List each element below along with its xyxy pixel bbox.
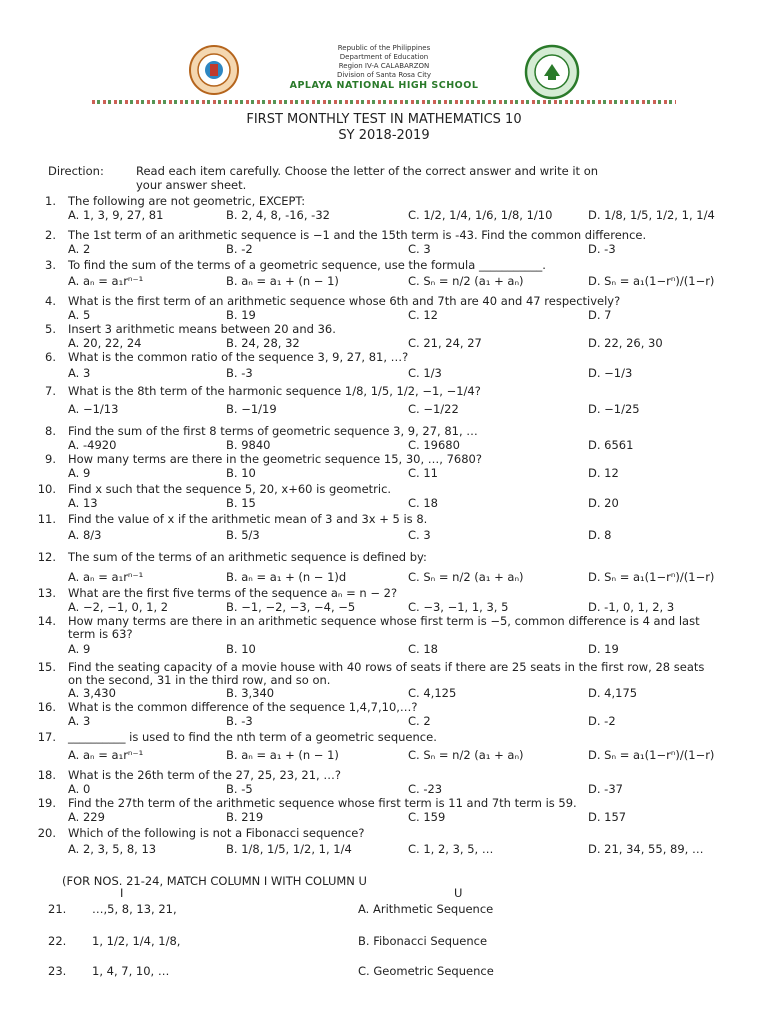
question-text: What is the first term of an arithmetic sequence whose 6th and 7th are 40 and 47 respectively? bbox=[68, 294, 621, 308]
choice-a: A. 5 bbox=[68, 308, 91, 322]
choice-d: D. -3 bbox=[588, 242, 616, 256]
choice-d: D. 22, 26, 30 bbox=[588, 336, 663, 350]
choice-a: A. -4920 bbox=[68, 438, 117, 452]
question-text: Insert 3 arithmetic means between 20 and 36. bbox=[68, 322, 336, 336]
choice-b: B. aₙ = a₁ + (n − 1) bbox=[226, 748, 339, 762]
choice-d: D. -2 bbox=[588, 714, 616, 728]
choice-d: D. −1/3 bbox=[588, 366, 633, 380]
choice-b: B. aₙ = a₁ + (n − 1) bbox=[226, 274, 339, 288]
question-text: Find the seating capacity of a movie house with 40 rows of seats if there are 25 seats in the first row, 28 seats bbox=[68, 660, 705, 674]
match-left-item: 1, 4, 7, 10, … bbox=[92, 964, 170, 978]
choice-b: B. 15 bbox=[226, 496, 256, 510]
question-text: Find the 27th term of the arithmetic sequence whose first term is 11 and 7th term is 59. bbox=[68, 796, 577, 810]
question-text: What is the common ratio of the sequence 3, 9, 27, 81, …? bbox=[68, 350, 409, 364]
choice-c: C. 11 bbox=[408, 466, 438, 480]
choice-b: B. 5/3 bbox=[226, 528, 260, 542]
question-number: 3. bbox=[45, 258, 56, 272]
choice-b: B. -3 bbox=[226, 366, 253, 380]
choice-c: C. 4,125 bbox=[408, 686, 457, 700]
question-text-continued: on the second, 31 in the third row, and so on. bbox=[68, 673, 331, 687]
choice-d: D. 12 bbox=[588, 466, 619, 480]
question-number: 1. bbox=[45, 194, 56, 208]
choice-a: A. 229 bbox=[68, 810, 105, 824]
choice-b: B. -3 bbox=[226, 714, 253, 728]
choice-c: C. 18 bbox=[408, 642, 438, 656]
choice-d: D. -1, 0, 1, 2, 3 bbox=[588, 600, 675, 614]
question-number: 19. bbox=[37, 796, 56, 810]
header-republic: Republic of the Philippines bbox=[337, 44, 431, 52]
match-left-item: …,5, 8, 13, 21, bbox=[92, 902, 177, 916]
question-number: 6. bbox=[45, 350, 56, 364]
choice-a: A. aₙ = a₁rⁿ⁻¹ bbox=[68, 748, 144, 762]
question-text: To find the sum of the terms of a geometric sequence, use the formula ___________. bbox=[68, 258, 546, 272]
choice-b: B. 3,340 bbox=[226, 686, 275, 700]
question-number: 7. bbox=[45, 384, 56, 398]
question-text: Find x such that the sequence 5, 20, x+60 is geometric. bbox=[68, 482, 392, 496]
choice-a: A. aₙ = a₁rⁿ⁻¹ bbox=[68, 570, 144, 584]
question-text: The 1st term of an arithmetic sequence is −1 and the 15th term is -43. Find the common difference. bbox=[68, 228, 647, 242]
choice-c: C. 3 bbox=[408, 528, 431, 542]
question-number: 16. bbox=[37, 700, 56, 714]
choice-c: C. −3, −1, 1, 3, 5 bbox=[408, 600, 509, 614]
question-text: Which of the following is not a Fibonacci sequence? bbox=[68, 826, 365, 840]
choice-d: D. -37 bbox=[588, 782, 623, 796]
choice-b: B. 10 bbox=[226, 642, 256, 656]
choice-c: C. 2 bbox=[408, 714, 431, 728]
match-right-item: A. Arithmetic Sequence bbox=[358, 902, 494, 916]
choice-a: A. 3 bbox=[68, 714, 91, 728]
question-text: What are the first five terms of the sequence aₙ = n − 2? bbox=[68, 586, 398, 600]
choice-d: D. 20 bbox=[588, 496, 619, 510]
choice-c: C. 18 bbox=[408, 496, 438, 510]
question-text: What is the 8th term of the harmonic sequence 1/8, 1/5, 1/2, −1, −1/4? bbox=[68, 384, 481, 398]
choice-d: D. 7 bbox=[588, 308, 612, 322]
question-number: 5. bbox=[45, 322, 56, 336]
choice-d: D. 8 bbox=[588, 528, 612, 542]
choice-c: C. Sₙ = n/2 (a₁ + aₙ) bbox=[408, 274, 524, 288]
question-text: What is the 26th term of the 27, 25, 23, 21, …? bbox=[68, 768, 341, 782]
choice-b: B. 19 bbox=[226, 308, 256, 322]
choice-c: C. 159 bbox=[408, 810, 446, 824]
choice-d: D. 21, 34, 55, 89, … bbox=[588, 842, 704, 856]
choice-d: D. 4,175 bbox=[588, 686, 638, 700]
question-text: __________ is used to find the nth term of a geometric sequence. bbox=[68, 730, 437, 744]
match-instruction: (FOR NOS. 21-24, MATCH COLUMN I WITH COLUMN U bbox=[62, 874, 367, 888]
choice-a: A. 1, 3, 9, 27, 81 bbox=[68, 208, 164, 222]
choice-a: A. 3 bbox=[68, 366, 91, 380]
header-divider bbox=[92, 100, 676, 104]
column-u-header: U bbox=[454, 886, 463, 900]
question-number: 15. bbox=[37, 660, 56, 674]
choice-a: A. 13 bbox=[68, 496, 98, 510]
choice-a: A. 3,430 bbox=[68, 686, 116, 700]
match-number: 21. bbox=[48, 902, 67, 916]
choice-c: C. -23 bbox=[408, 782, 443, 796]
choice-a: A. 8/3 bbox=[68, 528, 102, 542]
choice-b: B. 24, 28, 32 bbox=[226, 336, 300, 350]
choice-a: A. 20, 22, 24 bbox=[68, 336, 142, 350]
choice-d: D. Sₙ = a₁(1−rⁿ)/(1−r) bbox=[588, 274, 715, 288]
choice-d: D. −1/25 bbox=[588, 402, 640, 416]
question-text: Find the sum of the first 8 terms of geometric sequence 3, 9, 27, 81, … bbox=[68, 424, 478, 438]
header-region: Region IV-A CALABARZON bbox=[338, 62, 430, 70]
choice-a: A. 2, 3, 5, 8, 13 bbox=[68, 842, 157, 856]
choice-b: B. −1, −2, −3, −4, −5 bbox=[226, 600, 356, 614]
choice-d: D. 19 bbox=[588, 642, 619, 656]
question-number: 2. bbox=[45, 228, 56, 242]
choice-c: C. Sₙ = n/2 (a₁ + aₙ) bbox=[408, 570, 524, 584]
question-text: How many terms are there in the geometric sequence 15, 30, …, 7680? bbox=[68, 452, 482, 466]
choice-b: B. 2, 4, 8, -16, -32 bbox=[226, 208, 330, 222]
header-department: Department of Education bbox=[339, 53, 429, 61]
question-number: 10. bbox=[37, 482, 56, 496]
choice-d: D. 6561 bbox=[588, 438, 634, 452]
match-number: 23. bbox=[48, 964, 67, 978]
question-number: 20. bbox=[37, 826, 56, 840]
question-number: 12. bbox=[37, 550, 56, 564]
match-left-item: 1, 1/2, 1/4, 1/8, bbox=[92, 934, 181, 948]
choice-b: B. -2 bbox=[226, 242, 253, 256]
header-school: APLAYA NATIONAL HIGH SCHOOL bbox=[289, 80, 479, 91]
header-division: Division of Santa Rosa City bbox=[336, 71, 432, 79]
question-number: 14. bbox=[37, 614, 56, 628]
direction-label: Direction: bbox=[48, 164, 104, 178]
question-text-continued: term is 63? bbox=[68, 627, 133, 641]
question-number: 17. bbox=[37, 730, 56, 744]
match-right-item: C. Geometric Sequence bbox=[358, 964, 494, 978]
choice-a: A. −1/13 bbox=[68, 402, 119, 416]
direction-text-2: your answer sheet. bbox=[136, 178, 247, 192]
choice-b: B. aₙ = a₁ + (n − 1)d bbox=[226, 570, 347, 584]
question-text: The following are not geometric, EXCEPT: bbox=[68, 194, 306, 208]
test-title bbox=[0, 112, 768, 144]
choice-d: D. 157 bbox=[588, 810, 627, 824]
choice-b: B. 1/8, 1/5, 1/2, 1, 1/4 bbox=[226, 842, 352, 856]
question-number: 8. bbox=[45, 424, 56, 438]
question-number: 18. bbox=[37, 768, 56, 782]
choice-d: D. Sₙ = a₁(1−rⁿ)/(1−r) bbox=[588, 748, 715, 762]
question-number: 4. bbox=[45, 294, 56, 308]
question-text: The sum of the terms of an arithmetic sequence is defined by: bbox=[68, 550, 427, 564]
choice-c: C. 12 bbox=[408, 308, 438, 322]
choice-d: D. Sₙ = a₁(1−rⁿ)/(1−r) bbox=[588, 570, 715, 584]
choice-c: C. 19680 bbox=[408, 438, 460, 452]
match-number: 22. bbox=[48, 934, 67, 948]
choice-b: B. -5 bbox=[226, 782, 253, 796]
question-number: 9. bbox=[45, 452, 56, 466]
letterhead bbox=[0, 44, 768, 100]
test-school-year: SY 2018-2019 bbox=[338, 128, 430, 143]
choice-a: A. 9 bbox=[68, 466, 91, 480]
question-text: How many terms are there in an arithmetic sequence whose first term is −5, common difference is 4 and last bbox=[68, 614, 700, 628]
match-right-item: B. Fibonacci Sequence bbox=[358, 934, 488, 948]
choice-c: C. Sₙ = n/2 (a₁ + aₙ) bbox=[408, 748, 524, 762]
choice-a: A. aₙ = a₁rⁿ⁻¹ bbox=[68, 274, 144, 288]
choice-a: A. −2, −1, 0, 1, 2 bbox=[68, 600, 169, 614]
question-text: What is the common difference of the sequence 1,4,7,10,…? bbox=[68, 700, 418, 714]
choice-d: D. 1/8, 1/5, 1/2, 1, 1/4 bbox=[588, 208, 715, 222]
choice-b: B. −1/19 bbox=[226, 402, 277, 416]
choice-b: B. 9840 bbox=[226, 438, 271, 452]
question-number: 11. bbox=[37, 512, 56, 526]
choice-a: A. 9 bbox=[68, 642, 91, 656]
school-seal-icon bbox=[524, 44, 580, 100]
choice-a: A. 2 bbox=[68, 242, 91, 256]
choice-c: C. −1/22 bbox=[408, 402, 459, 416]
choice-b: B. 10 bbox=[226, 466, 256, 480]
column-i-header: I bbox=[120, 886, 124, 900]
direction-text: Read each item carefully. Choose the letter of the correct answer and write it on bbox=[136, 164, 599, 178]
question-number: 13. bbox=[37, 586, 56, 600]
question-text: Find the value of x if the arithmetic mean of 3 and 3x + 5 is 8. bbox=[68, 512, 428, 526]
choice-c: C. 21, 24, 27 bbox=[408, 336, 482, 350]
choice-c: C. 3 bbox=[408, 242, 431, 256]
choice-a: A. 0 bbox=[68, 782, 91, 796]
choice-c: C. 1/3 bbox=[408, 366, 442, 380]
choice-c: C. 1/2, 1/4, 1/6, 1/8, 1/10 bbox=[408, 208, 553, 222]
choice-b: B. 219 bbox=[226, 810, 264, 824]
choice-c: C. 1, 2, 3, 5, … bbox=[408, 842, 494, 856]
test-title-line1: FIRST MONTHLY TEST IN MATHEMATICS 10 bbox=[246, 112, 522, 127]
